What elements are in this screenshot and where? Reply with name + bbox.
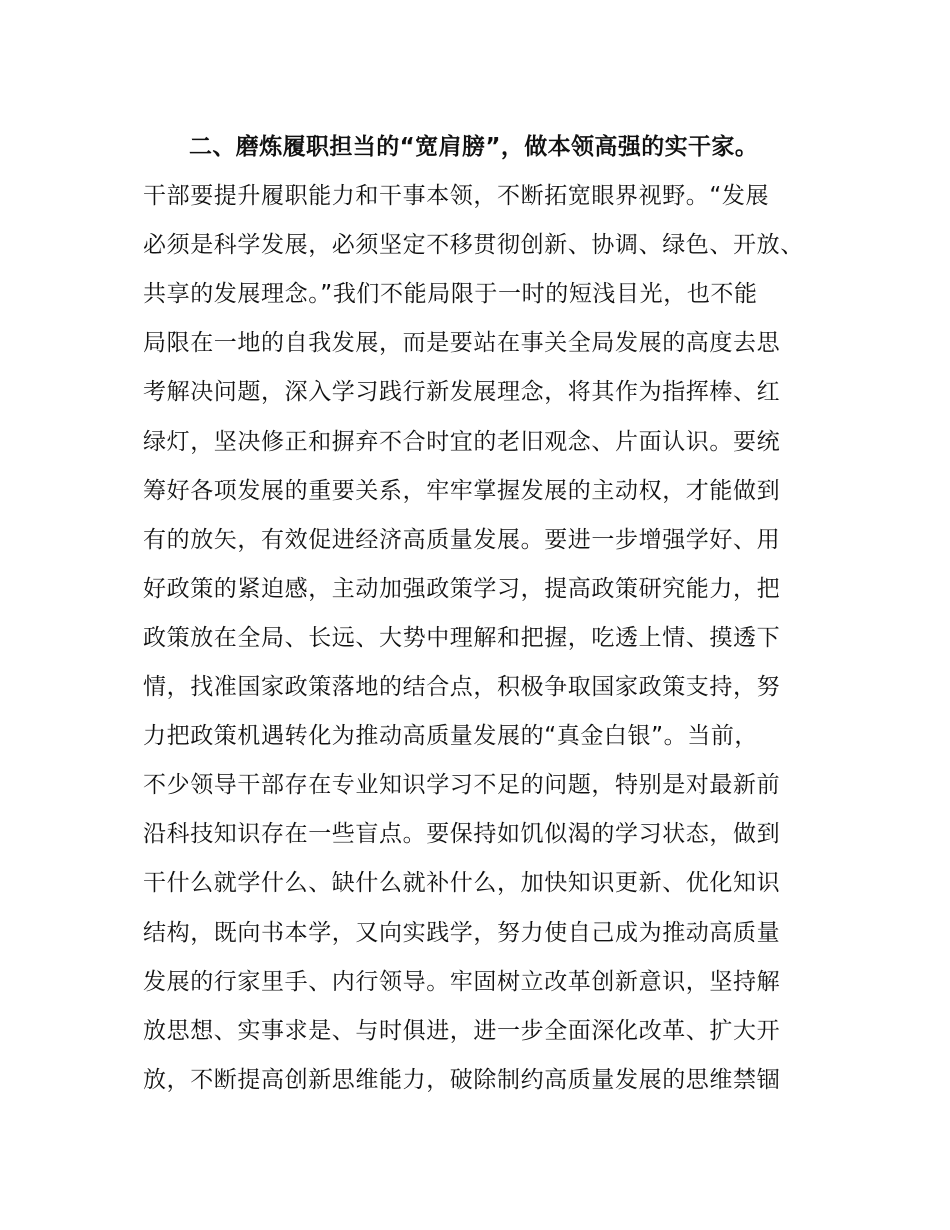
- paragraph-line: 干部要提升履职能力和干事本领，不断拓宽眼界视野。“发展: [143, 183, 770, 210]
- paragraph-line: 考解决问题，深入学习践行新发展理念，将其作为指挥棒、红: [143, 379, 781, 406]
- paragraph-line: 放思想、实事求是、与时俱进，进一步全面深化改革、扩大开: [143, 1017, 781, 1044]
- paragraph-line: 绿灯，坚决修正和摒弃不合时宜的老旧观念、片面认识。要统: [143, 428, 781, 455]
- paragraph-line: 有的放矢，有效促进经济高质量发展。要进一步增强学好、用: [143, 526, 781, 553]
- paragraph-line: 局限在一地的自我发展，而是要站在事关全局发展的高度去思: [143, 330, 781, 357]
- paragraph-line: 不少领导干部存在专业知识学习不足的问题，特别是对最新前: [143, 772, 781, 799]
- paragraph-line: 结构，既向书本学，又向实践学，努力使自己成为推动高质量: [143, 919, 781, 946]
- paragraph-line: 发展的行家里手、内行领导。牢固树立改革创新意识，坚持解: [143, 968, 781, 995]
- section-heading: 二、磨炼履职担当的“宽肩膀”，做本领高强的实干家。: [189, 134, 759, 160]
- paragraph-line: 筹好各项发展的重要关系，牢牢掌握发展的主动权，才能做到: [143, 477, 781, 504]
- paragraph-line: 必须是科学发展，必须坚定不移贯彻创新、协调、绿色、开放、: [143, 232, 804, 259]
- paragraph-line: 政策放在全局、长远、大势中理解和把握，吃透上情、摸透下: [143, 624, 781, 651]
- paragraph-line: 干什么就学什么、缺什么就补什么，加快知识更新、优化知识: [143, 870, 781, 897]
- paragraph-line: 力把政策机遇转化为推动高质量发展的“真金白银”。当前，: [143, 723, 759, 750]
- paragraph-line: 情，找准国家政策落地的结合点，积极争取国家政策支持，努: [143, 674, 781, 701]
- paragraph-line: 沿科技知识存在一些盲点。要保持如饥似渴的学习状态，做到: [143, 821, 781, 848]
- body-text: [143, 125, 843, 1107]
- paragraph-line: 共享的发展理念。”我们不能局限于一时的短浅目光，也不能: [143, 281, 758, 308]
- paragraph-line: 放，不断提高创新思维能力，破除制约高质量发展的思维禁锢: [143, 1066, 781, 1093]
- paragraph-line: 好政策的紧迫感，主动加强政策学习，提高政策研究能力，把: [143, 575, 781, 602]
